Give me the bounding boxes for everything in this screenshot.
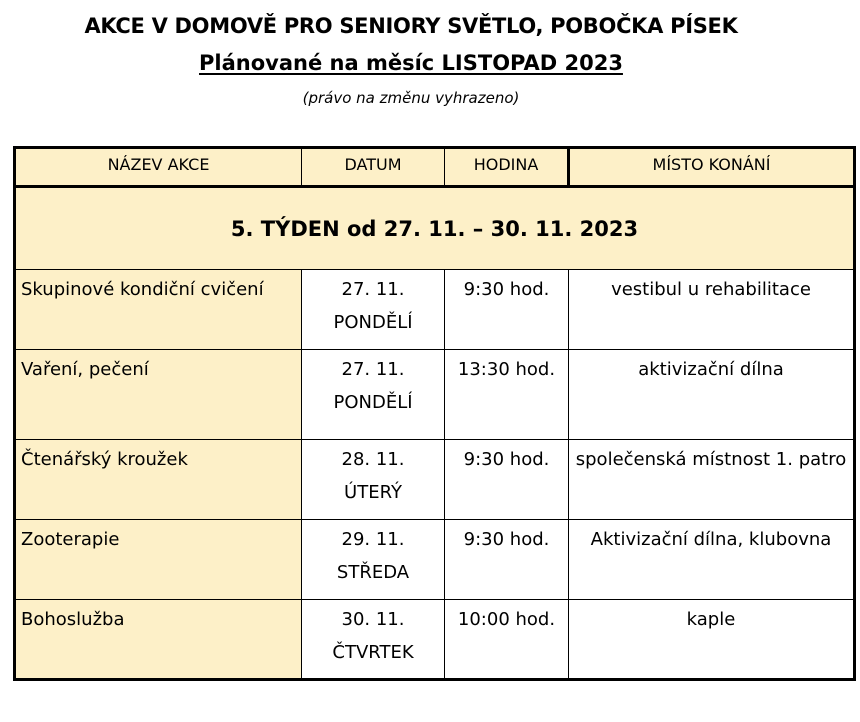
event-date-cell <box>302 350 445 440</box>
event-name: Vaření, pečení <box>15 350 302 440</box>
event-time: 9:30 hod. <box>445 520 569 600</box>
table-header-row <box>15 148 855 187</box>
event-time: 10:00 hod. <box>445 600 569 680</box>
event-name: Skupinové kondiční cvičení <box>15 270 302 350</box>
event-weekday: STŘEDA <box>336 562 410 583</box>
event-weekday: ÚTERÝ <box>344 482 402 503</box>
event-date: 27. 11. <box>341 279 405 300</box>
event-date-cell <box>302 600 445 680</box>
subtitle-text: Plánované na měsíc LISTOPAD 2023 <box>199 51 623 75</box>
events-table <box>13 146 856 681</box>
table-row <box>15 270 855 350</box>
page-title: AKCE V DOMOVĚ PRO SENIORY SVĚTLO, POBOČKA PÍSEK <box>84 14 738 38</box>
event-place: vestibul u rehabilitace <box>569 270 855 350</box>
event-weekday: PONDĚLÍ <box>333 392 413 413</box>
event-time: 9:30 hod. <box>445 270 569 350</box>
event-weekday: PONDĚLÍ <box>333 312 413 333</box>
event-name: Čtenářský kroužek <box>15 440 302 520</box>
table-row <box>15 440 855 520</box>
event-time: 13:30 hod. <box>445 350 569 440</box>
column-header-place: MÍSTO KONÁNÍ <box>569 148 855 187</box>
event-name: Zooterapie <box>15 520 302 600</box>
table-row <box>15 350 855 440</box>
disclaimer-note: (právo na změnu vyhrazeno) <box>302 89 520 107</box>
page-subtitle <box>0 51 822 75</box>
event-date: 27. 11. <box>341 359 405 380</box>
column-header-date: DATUM <box>302 148 445 187</box>
event-date: 29. 11. <box>341 529 405 550</box>
event-date-cell <box>302 520 445 600</box>
table-row <box>15 600 855 680</box>
event-weekday: ČTVRTEK <box>332 642 414 663</box>
table-row <box>15 520 855 600</box>
event-place: společenská místnost 1. patro <box>569 440 855 520</box>
column-header-name: NÁZEV AKCE <box>15 148 302 187</box>
event-date-cell <box>302 270 445 350</box>
event-date: 30. 11. <box>341 609 405 630</box>
week-label: 5. TÝDEN od 27. 11. – 30. 11. 2023 <box>15 187 855 270</box>
event-place: aktivizační dílna <box>569 350 855 440</box>
event-place: kaple <box>569 600 855 680</box>
event-date-cell <box>302 440 445 520</box>
week-row <box>15 187 855 270</box>
event-date: 28. 11. <box>341 449 405 470</box>
event-time: 9:30 hod. <box>445 440 569 520</box>
column-header-time: HODINA <box>445 148 569 187</box>
event-name: Bohoslužba <box>15 600 302 680</box>
event-place: Aktivizační dílna, klubovna <box>569 520 855 600</box>
